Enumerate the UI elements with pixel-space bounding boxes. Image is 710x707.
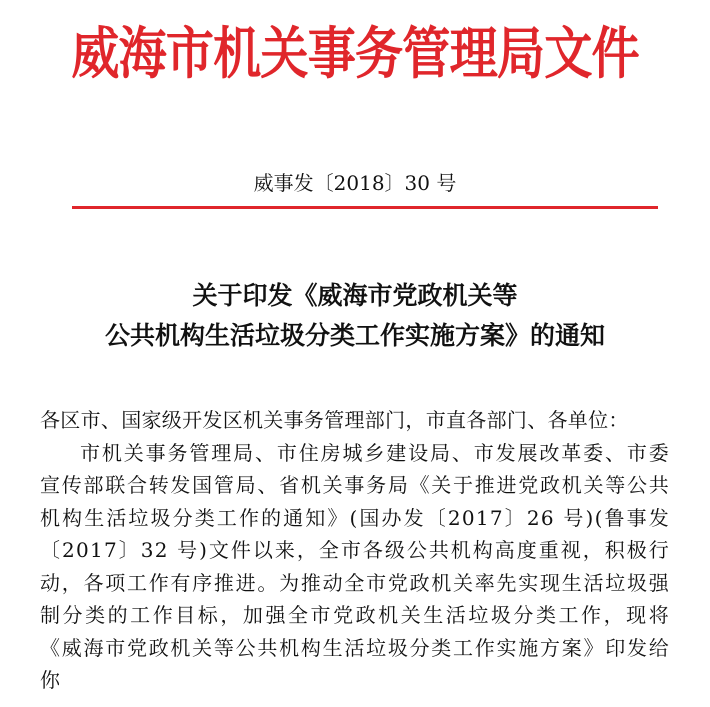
notice-body <box>40 404 670 697</box>
notice-title <box>0 276 710 356</box>
notice-title-line-1: 关于印发《威海市党政机关等 <box>192 281 518 310</box>
body-paragraph: 市机关事务管理局、市住房城乡建设局、市发展改革委、市委宣传部联合转发国管局、省机关事务局《关于推进党政机关等公共机构生活垃圾分类工作的通知》(国办发〔2017〕26 号)(鲁事发〔2017〕32 号)文件以来，全市各级公共机构高度重视，积极行动，各项工作有序推进。为推动全市党政机关率先实现生活垃圾强制分类的工作目标，加强全市党政机关生活垃圾分类工作，现将《威海市党政机关等公共机构生活垃圾分类工作实施方案》印发给你 <box>40 440 670 692</box>
addressee-line: 各区市、国家级开发区机关事务管理部门，市直各部门、各单位： <box>40 408 629 432</box>
red-divider-line <box>72 206 658 209</box>
notice-title-line-2: 公共机构生活垃圾分类工作实施方案》的通知 <box>104 321 605 350</box>
document-number: 威事发〔2018〕30 号 <box>253 171 457 195</box>
document-header-title: 威海市机关事务管理局文件 <box>71 21 639 87</box>
